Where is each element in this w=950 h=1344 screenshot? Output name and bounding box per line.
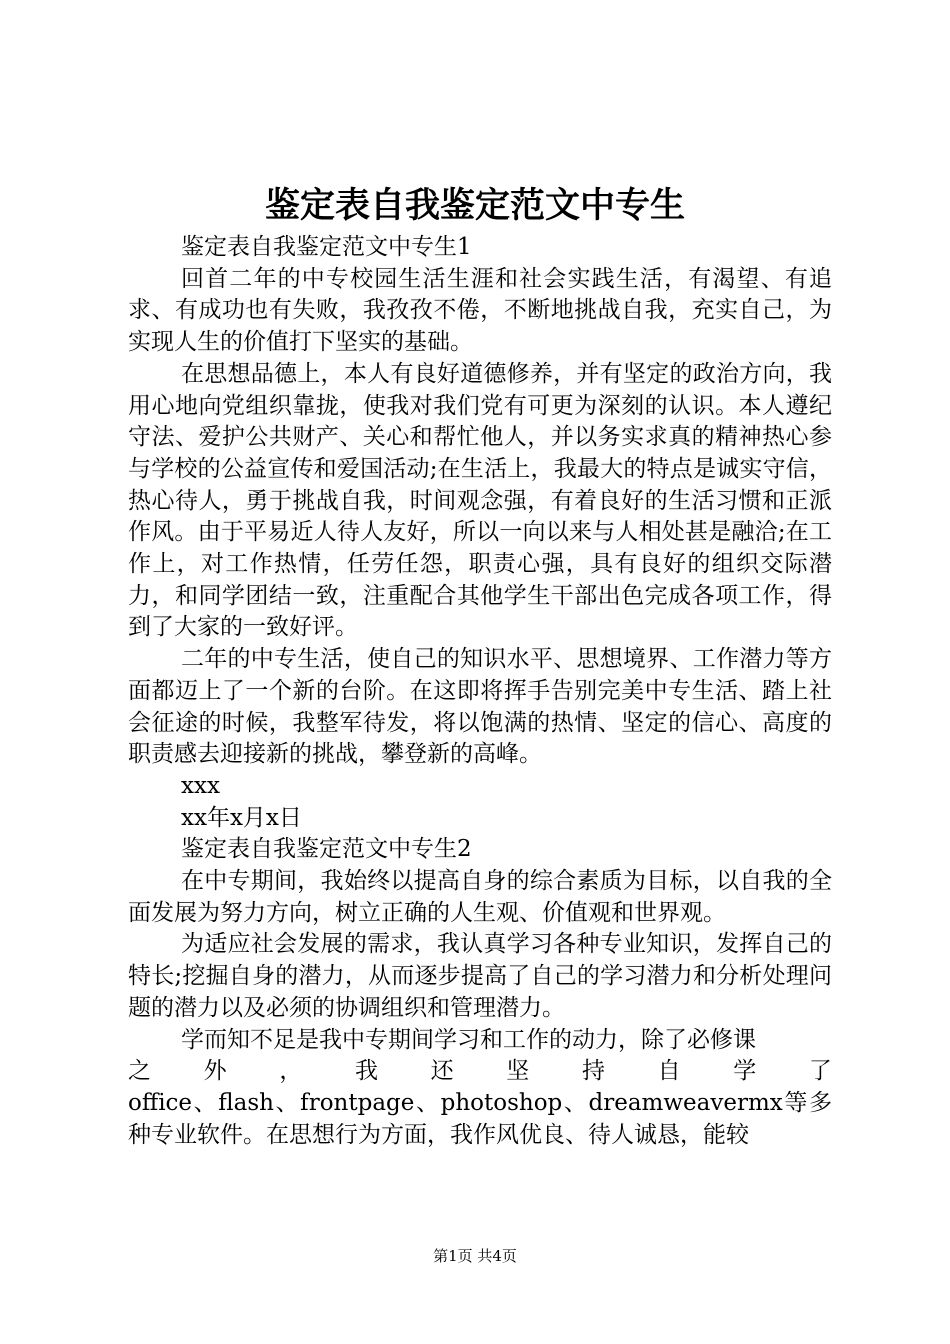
paragraph-4: 在中专期间，我始终以提高自身的综合素质为目标，以自我的全面发展为努力方向，树立正确的人生观、价值观和世界观。 [128,868,832,926]
spread-char: ， [279,1058,303,1085]
paragraph-5: 为适应社会发展的需求，我认真学习各种专业知识，发挥自己的特长;挖掘自身的潜力，从而逐步提高了自己的学习潜力和分析处理问题的潜力以及必须的协调组织和管理潜力。 [128,931,832,1021]
spread-char: 坚 [506,1058,530,1085]
document-body [128,232,832,1151]
spread-char: 还 [430,1058,454,1085]
paragraph-6-line-1: 学而知不足是我中专期间学习和工作的动力，除了必修课 [181,1026,756,1053]
signature: xxx [181,772,220,799]
spread-char: 之 [128,1058,151,1085]
spread-char: 了 [808,1058,832,1085]
spread-char: 自 [657,1058,681,1085]
paragraph-1: 回首二年的中专校园生活生涯和社会实践生活，有渴望、有追求、有成功也有失败，我孜孜不倦，不断地挑战自我，充实自己，为实现人生的价值打下坚实的基础。 [128,265,832,356]
date-line: xx年x月x日 [181,804,302,831]
page-footer: 第1页 共4页 [433,1247,517,1265]
section-heading-1: 鉴定表自我鉴定范文中专生1 [181,234,472,260]
spread-char: 学 [733,1058,757,1085]
spread-char: 持 [581,1058,605,1085]
document-title: 鉴定表自我鉴定范文中专生 [264,185,685,226]
paragraph-6-spread-line [128,1056,832,1088]
spread-char: 我 [354,1058,378,1085]
paragraph-6-rest: office、flash、frontpage、photoshop、dreamweavermx等多种专业软件。在思想行为方面，我作风优良、待人诚恳，能较 [128,1089,832,1148]
spread-char: 外 [203,1058,227,1085]
paragraph-2: 在思想品德上，本人有良好道德修养，并有坚定的政治方向，我用心地向党组织靠拢，使我对我们党有可更为深刻的认识。本人遵纪守法、爱护公共财产、关心和帮忙他人，并以务实求真的精神热心参与学校的公益宣传和爱国活动;在生活上，我最大的特点是诚实守信，热心待人，勇于挑战自我，时间观念强，有着良好的生活习惯和正派作风。由于平易近人待人友好，所以一向以来与人相处甚是融洽;在工作上，对工作热情，任劳任怨，职责心强，具有良好的组织交际潜力，和同学团结一致，注重配合其他学生干部出色完成各项工作，得到了大家的一致好评。 [128,360,832,641]
paragraph-3: 二年的中专生活，使自己的知识水平、思想境界、工作潜力等方面都迈上了一个新的台阶。在这即将挥手告别完美中专生活、踏上社会征途的时候，我整军待发，将以饱满的热情、坚定的信心、高度的职责感去迎接新的挑战，攀登新的高峰。 [128,646,832,768]
section-heading-2: 鉴定表自我鉴定范文中专生2 [181,836,472,863]
